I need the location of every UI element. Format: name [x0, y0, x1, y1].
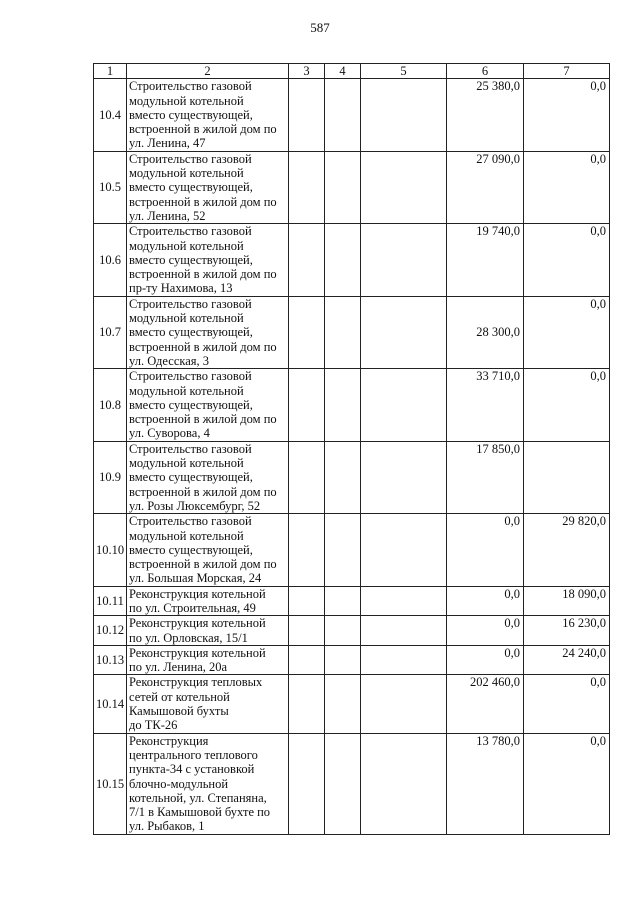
- row-value-col6: 27 090,0: [447, 151, 524, 223]
- table-row: [94, 441, 610, 513]
- empty-cell: [289, 733, 325, 834]
- empty-cell: [325, 514, 361, 586]
- empty-cell: [361, 645, 447, 675]
- row-description: Строительство газовой модульной котельной вместо существующей, встроенной в жилой дом по ул. Ленина, 47: [127, 79, 289, 151]
- row-value-col7: 24 240,0: [524, 645, 610, 675]
- empty-cell: [361, 586, 447, 616]
- empty-cell: [361, 224, 447, 296]
- header-cell: 3: [289, 64, 325, 79]
- row-value-col7: 29 820,0: [524, 514, 610, 586]
- row-value-col7: 0,0: [524, 296, 610, 368]
- row-value-col6: 202 460,0: [447, 675, 524, 733]
- empty-cell: [289, 151, 325, 223]
- row-number: 10.11: [94, 586, 127, 616]
- row-value-col6: 17 850,0: [447, 441, 524, 513]
- row-number: 10.9: [94, 441, 127, 513]
- row-value-col7: 18 090,0: [524, 586, 610, 616]
- row-value-col7: 16 230,0: [524, 616, 610, 646]
- table-row: [94, 733, 610, 834]
- header-cell: 6: [447, 64, 524, 79]
- empty-cell: [325, 151, 361, 223]
- empty-cell: [325, 441, 361, 513]
- row-value-col6: 0,0: [447, 586, 524, 616]
- row-description: Реконструкция котельной по ул. Строительная, 49: [127, 586, 289, 616]
- row-value-col6: 28 300,0: [447, 296, 524, 368]
- row-value-col7: 0,0: [524, 369, 610, 441]
- table-row: [94, 79, 610, 151]
- row-description: Реконструкция котельной по ул. Орловская, 15/1: [127, 616, 289, 646]
- table-row: [94, 586, 610, 616]
- empty-cell: [325, 79, 361, 151]
- empty-cell: [289, 296, 325, 368]
- empty-cell: [361, 151, 447, 223]
- row-description: Строительство газовой модульной котельной вместо существующей, встроенной в жилой дом по ул. Ленина, 52: [127, 151, 289, 223]
- budget-table: [93, 63, 610, 835]
- row-description: Строительство газовой модульной котельной вместо существующей, встроенной в жилой дом по ул. Большая Морская, 24: [127, 514, 289, 586]
- table-row: [94, 369, 610, 441]
- empty-cell: [289, 224, 325, 296]
- empty-cell: [325, 733, 361, 834]
- empty-cell: [289, 616, 325, 646]
- row-value-col7: [524, 441, 610, 513]
- empty-cell: [361, 369, 447, 441]
- row-value-col6: 13 780,0: [447, 733, 524, 834]
- row-number: 10.6: [94, 224, 127, 296]
- empty-cell: [361, 675, 447, 733]
- row-description: Реконструкция котельной по ул. Ленина, 20а: [127, 645, 289, 675]
- row-value-col7: 0,0: [524, 151, 610, 223]
- empty-cell: [361, 441, 447, 513]
- empty-cell: [325, 224, 361, 296]
- empty-cell: [289, 514, 325, 586]
- row-number: 10.12: [94, 616, 127, 646]
- header-cell: 1: [94, 64, 127, 79]
- table-row: [94, 514, 610, 586]
- header-cell: 7: [524, 64, 610, 79]
- row-description: Реконструкция тепловых сетей от котельной Камышовой бухты до ТК-26: [127, 675, 289, 733]
- empty-cell: [361, 733, 447, 834]
- table-row: [94, 296, 610, 368]
- row-value-col6: 0,0: [447, 645, 524, 675]
- table-row: [94, 224, 610, 296]
- header-row: [94, 64, 610, 79]
- row-value-col6: 0,0: [447, 616, 524, 646]
- row-value-col7: 0,0: [524, 224, 610, 296]
- row-number: 10.13: [94, 645, 127, 675]
- empty-cell: [325, 616, 361, 646]
- row-value-col6: 25 380,0: [447, 79, 524, 151]
- header-cell: 4: [325, 64, 361, 79]
- row-number: 10.14: [94, 675, 127, 733]
- table-row: [94, 645, 610, 675]
- empty-cell: [289, 369, 325, 441]
- row-number: 10.15: [94, 733, 127, 834]
- empty-cell: [289, 79, 325, 151]
- table-row: [94, 151, 610, 223]
- table-row: [94, 675, 610, 733]
- header-cell: 5: [361, 64, 447, 79]
- empty-cell: [325, 645, 361, 675]
- empty-cell: [325, 369, 361, 441]
- empty-cell: [325, 675, 361, 733]
- row-value-col7: 0,0: [524, 733, 610, 834]
- empty-cell: [289, 441, 325, 513]
- empty-cell: [361, 616, 447, 646]
- row-number: 10.5: [94, 151, 127, 223]
- row-value-col6: 33 710,0: [447, 369, 524, 441]
- row-description: Реконструкция центрального теплового пункта-34 с установкой блочно-модульной котельной, ул. Степаняна, 7/1 в Камышовой бухте по ул. Рыбаков, 1: [127, 733, 289, 834]
- empty-cell: [289, 645, 325, 675]
- row-value-col7: 0,0: [524, 79, 610, 151]
- empty-cell: [325, 296, 361, 368]
- row-description: Строительство газовой модульной котельной вместо существующей, встроенной в жилой дом по ул. Суворова, 4: [127, 369, 289, 441]
- empty-cell: [289, 586, 325, 616]
- row-description: Строительство газовой модульной котельной вместо существующей, встроенной в жилой дом по пр-ту Нахимова, 13: [127, 224, 289, 296]
- row-value-col6: 0,0: [447, 514, 524, 586]
- empty-cell: [361, 514, 447, 586]
- header-cell: 2: [127, 64, 289, 79]
- row-number: 10.10: [94, 514, 127, 586]
- row-number: 10.4: [94, 79, 127, 151]
- empty-cell: [361, 79, 447, 151]
- row-value-col7: 0,0: [524, 675, 610, 733]
- row-description: Строительство газовой модульной котельной вместо существующей, встроенной в жилой дом по ул. Одесская, 3: [127, 296, 289, 368]
- table-row: [94, 616, 610, 646]
- row-number: 10.7: [94, 296, 127, 368]
- empty-cell: [289, 675, 325, 733]
- page-number: 587: [310, 20, 330, 35]
- row-value-col6: 19 740,0: [447, 224, 524, 296]
- empty-cell: [361, 296, 447, 368]
- row-description: Строительство газовой модульной котельной вместо существующей, встроенной в жилой дом по ул. Розы Люксембург, 52: [127, 441, 289, 513]
- row-number: 10.8: [94, 369, 127, 441]
- empty-cell: [325, 586, 361, 616]
